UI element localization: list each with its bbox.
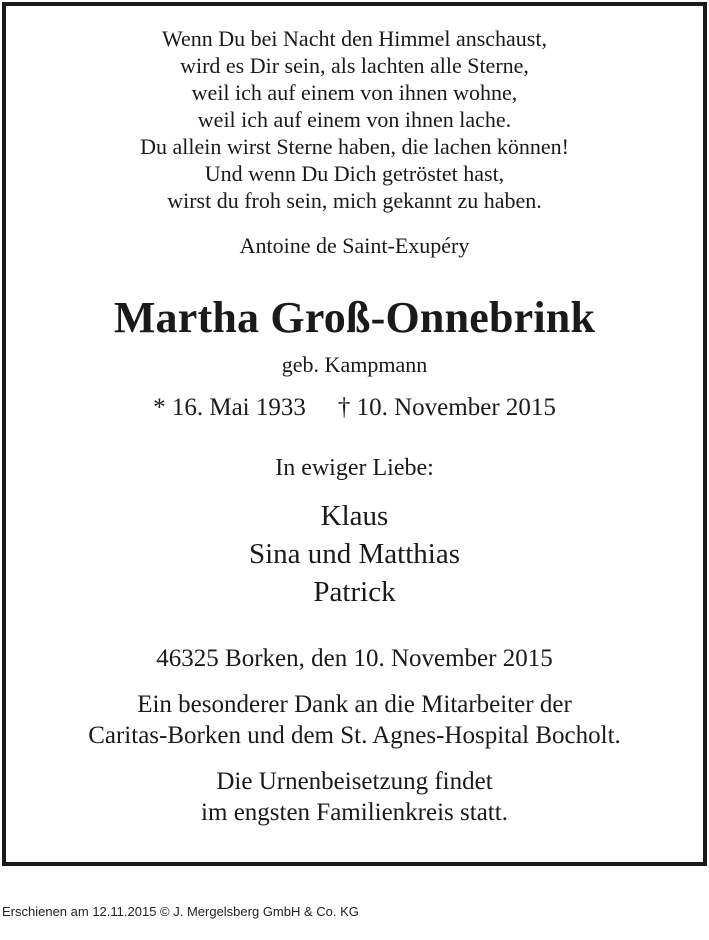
birth-date: * 16. Mai 1933 (153, 394, 306, 421)
poem (6, 25, 703, 214)
place-date: 46325 Borken, den 10. November 2015 (156, 645, 553, 672)
maiden-name: geb. Kampmann (281, 352, 428, 377)
poem-author: Antoine de Saint-Exupéry (239, 233, 470, 258)
deceased-name: Martha Groß-Onnebrink (113, 293, 596, 342)
mourner-name: Klaus (320, 500, 389, 532)
mourner-name: Patrick (313, 576, 396, 608)
mourners-list (6, 497, 703, 611)
burial-line: Die Urnenbeisetzung findet (216, 768, 493, 795)
thanks-line: Caritas-Borken und dem St. Agnes-Hospital Bocholt. (88, 722, 621, 749)
poem-line: Wenn Du bei Nacht den Himmel anschaust, (162, 26, 547, 51)
life-dates (6, 394, 703, 422)
publication-footer: Erschienen am 12.11.2015 © J. Mergelsberg GmbH & Co. KG (2, 904, 359, 919)
poem-line: weil ich auf einem von ihnen wohne, (191, 80, 518, 105)
burial-note (6, 766, 703, 828)
mourner-name: Sina und Matthias (248, 538, 461, 570)
thanks-line: Ein besonderer Dank an die Mitarbeiter der (137, 691, 572, 718)
burial-line: im engsten Familienkreis statt. (201, 799, 508, 826)
mourners-intro: In ewiger Liebe: (275, 455, 434, 481)
poem-line: wird es Dir sein, als lachten alle Sterne, (180, 53, 529, 78)
poem-line: weil ich auf einem von ihnen lache. (197, 107, 512, 132)
poem-line: Du allein wirst Sterne haben, die lachen können! (140, 134, 569, 159)
obituary-frame (2, 2, 707, 866)
thanks-note (6, 689, 703, 751)
poem-line: Und wenn Du Dich getröstet hast, (204, 161, 505, 186)
poem-line: wirst du froh sein, mich gekannt zu haben. (167, 188, 542, 213)
death-date: † 10. November 2015 (337, 394, 556, 421)
